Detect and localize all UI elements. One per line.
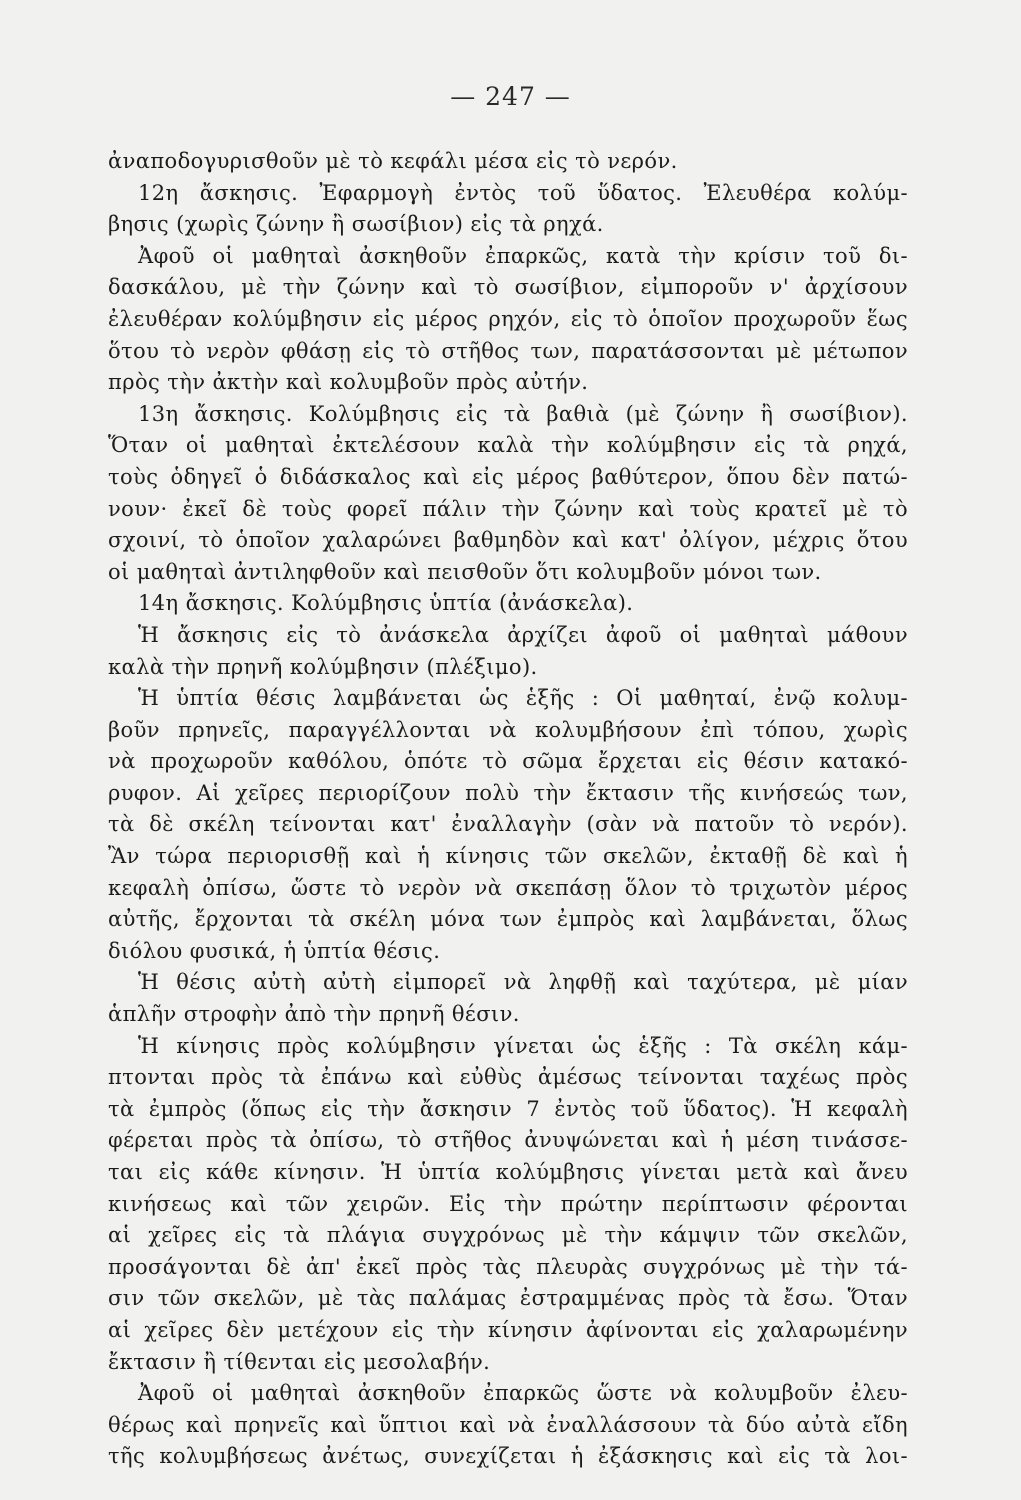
- text-line: προσάγονται δὲ ἀπ' ἐκεῖ πρὸς τὰς πλευρὰς συγχρόνως μὲ τὴν τά-: [108, 1254, 908, 1279]
- text-line: σιν τῶν σκελῶν, μὲ τὰς παλάμας ἐστραμμένας πρὸς τὰ ἔσω. Ὅταν: [108, 1286, 908, 1311]
- text-line: 14η ἄσκησις. Κολύμβησις ὑπτία (ἀνάσκελα).: [138, 591, 634, 616]
- text-line: αἱ χεῖρες εἰς τὰ πλάγια συγχρόνως μὲ τὴν κάμψιν τῶν σκελῶν,: [108, 1223, 908, 1248]
- text-line: Ἀφοῦ οἱ μαθηταὶ ἀσκηθοῦν ἐπαρκῶς, κατὰ τὴν κρίσιν τοῦ δι-: [138, 243, 908, 268]
- text-line: 13η ἄσκησις. Κολύμβησις εἰς τὰ βαθιὰ (μὲ ζώνην ἢ σωσίβιον).: [138, 401, 908, 426]
- body-text: [108, 146, 908, 1473]
- text-line: φέρεται πρὸς τὰ ὀπίσω, τὸ στῆθος ἀνυψώνεται καὶ ἡ μέση τινάσσε-: [108, 1128, 908, 1153]
- text-line: ἐλευθέραν κολύμβησιν εἰς μέρος ρηχόν, εἰς τὸ ὁποῖον προχωροῦν ἕως: [108, 306, 908, 331]
- text-line: ἁπλῆν στροφὴν ἀπὸ τὴν πρηνῆ θέσιν.: [108, 1002, 520, 1027]
- text-line: Ἡ κίνησις πρὸς κολύμβησιν γίνεται ὡς ἑξῆς : Τὰ σκέλη κάμ-: [138, 1033, 908, 1058]
- text-line: δασκάλου, μὲ τὴν ζώνην καὶ τὸ σωσίβιον, εἰμποροῦν ν' ἀρχίσουν: [108, 275, 908, 300]
- text-line: Ἀφοῦ οἱ μαθηταὶ ἀσκηθοῦν ἐπαρκῶς ὥστε νὰ κολυμβοῦν ἐλευ-: [138, 1381, 908, 1406]
- text-line: τὰ δὲ σκέλη τείνονται κατ' ἐναλλαγὴν (σὰν νὰ πατοῦν τὸ νερόν).: [108, 812, 908, 837]
- text-line: Ἡ ἄσκησις εἰς τὸ ἀνάσκελα ἀρχίζει ἀφοῦ οἱ μαθηταὶ μάθουν: [138, 622, 908, 647]
- text-line: πτονται πρὸς τὰ ἐπάνω καὶ εὐθὺς ἀμέσως τείνονται ταχέως πρὸς: [108, 1065, 908, 1090]
- text-line: τὰ ἐμπρὸς (ὅπως εἰς τὴν ἄσκησιν 7 ἐντὸς τοῦ ὕδατος). Ἡ κεφαλὴ: [108, 1096, 908, 1121]
- text-line: νὰ προχωροῦν καθόλου, ὁπότε τὸ σῶμα ἔρχεται εἰς θέσιν κατακό-: [108, 749, 908, 774]
- text-line: βησις (χωρὶς ζώνην ἢ σωσίβιον) εἰς τὰ ρηχά.: [108, 212, 604, 237]
- text-line: κεφαλὴ ὀπίσω, ὥστε τὸ νερὸν νὰ σκεπάσῃ ὅλον τὸ τριχωτὸν μέρος: [108, 875, 908, 900]
- text-line: Ἡ θέσις αὐτὴ αὐτὴ εἰμπορεῖ νὰ ληφθῇ καὶ ταχύτερα, μὲ μίαν: [138, 970, 908, 995]
- text-line: καλὰ τὴν πρηνῆ κολύμβησιν (πλέξιμο).: [108, 654, 538, 679]
- text-line: ται εἰς κάθε κίνησιν. Ἡ ὑπτία κολύμβησις γίνεται μετὰ καὶ ἄνευ: [108, 1160, 908, 1184]
- text-line: ρυφον. Αἱ χεῖρες περιορίζουν πολὺ τὴν ἔκτασιν τῆς κινήσεώς των,: [108, 780, 908, 805]
- text-line: σχοινί, τὸ ὁποῖον χαλαρώνει βαθμηδὸν καὶ κατ' ὀλίγον, μέχρις ὅτου: [108, 528, 908, 553]
- text-line: ἔκτασιν ἢ τίθενται εἰς μεσολαβήν.: [108, 1349, 491, 1374]
- text-line: Ἂν τώρα περιορισθῇ καὶ ἡ κίνησις τῶν σκελῶν, ἐκταθῇ δὲ καὶ ἡ: [108, 844, 908, 869]
- text-line: τῆς κολυμβήσεως ἀνέτως, συνεχίζεται ἡ ἐξάσκησις καὶ εἰς τὰ λοι-: [108, 1444, 908, 1469]
- text-line: θέρως καὶ πρηνεῖς καὶ ὕπτιοι καὶ νὰ ἐναλλάσσουν τὰ δύο αὐτὰ εἴδη: [108, 1412, 908, 1437]
- text-line: Ἡ ὑπτία θέσις λαμβάνεται ὡς ἑξῆς : Οἱ μαθηταί, ἐνῷ κολυμ-: [138, 686, 908, 711]
- text-line: τοὺς ὁδηγεῖ ὁ διδάσκαλος καὶ εἰς μέρος βαθύτερον, ὅπου δὲν πατώ-: [108, 464, 908, 489]
- page-number: — 247 —: [450, 82, 571, 111]
- text-line: νουν· ἐκεῖ δὲ τοὺς φορεῖ πάλιν τὴν ζώνην καὶ τοὺς κρατεῖ μὲ τὸ: [108, 496, 908, 521]
- text-line: πρὸς τὴν ἀκτὴν καὶ κολυμβοῦν πρὸς αὐτήν.: [108, 370, 589, 395]
- text-line: Ὅταν οἱ μαθηταὶ ἐκτελέσουν καλὰ τὴν κολύμβησιν εἰς τὰ ρηχά,: [108, 433, 908, 458]
- text-line: αἱ χεῖρες δὲν μετέχουν εἰς τὴν κίνησιν ἀφίνονται εἰς χαλαρωμένην: [108, 1317, 908, 1342]
- text-line: οἱ μαθηταὶ ἀντιληφθοῦν καὶ πεισθοῦν ὅτι κολυμβοῦν μόνοι των.: [108, 559, 822, 584]
- text-line: ὅτου τὸ νερὸν φθάσῃ εἰς τὸ στῆθος των, παρατάσσονται μὲ μέτωπον: [108, 338, 908, 363]
- text-line: 12η ἄσκησις. Ἐφαρμογὴ ἐντὸς τοῦ ὕδατος. Ἐλευθέρα κολύμ-: [138, 180, 908, 205]
- text-line: αὐτῆς, ἔρχονται τὰ σκέλη μόνα των ἐμπρὸς καὶ λαμβάνεται, ὅλως: [108, 907, 908, 932]
- text-line: βοῦν πρηνεῖς, παραγγέλλονται νὰ κολυμβήσουν ἐπὶ τόπου, χωρὶς: [108, 717, 908, 742]
- text-line: κινήσεως καὶ τῶν χειρῶν. Εἰς τὴν πρώτην περίπτωσιν φέρονται: [108, 1191, 908, 1216]
- text-line: διόλου φυσικά, ἡ ὑπτία θέσις.: [108, 938, 441, 963]
- text-line: ἀναποδογυρισθοῦν μὲ τὸ κεφάλι μέσα εἰς τὸ νερόν.: [108, 149, 678, 173]
